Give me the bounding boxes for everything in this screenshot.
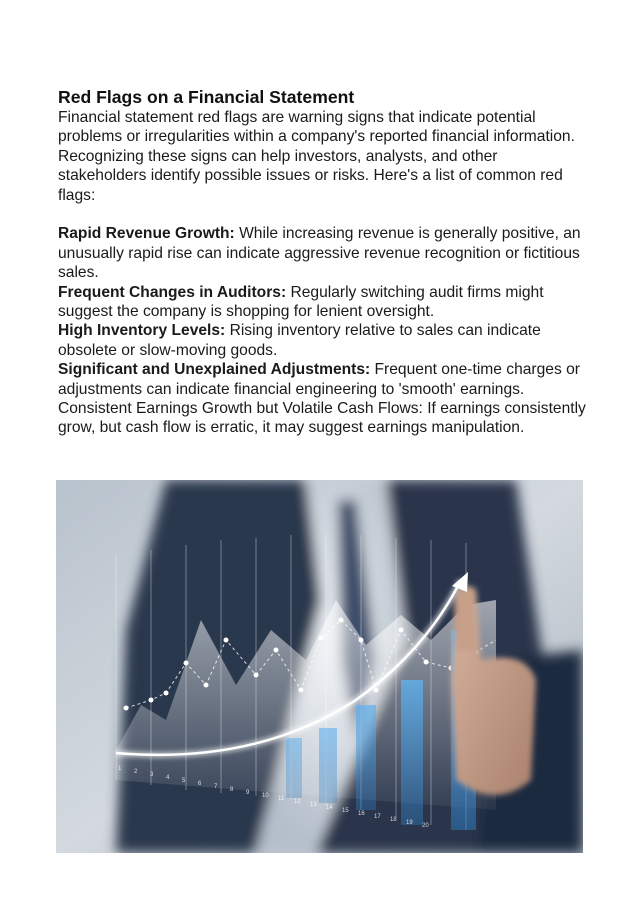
svg-text:8: 8: [230, 787, 234, 793]
svg-text:7: 7: [214, 784, 218, 790]
closing-paragraph: Consistent Earnings Growth but Volatile Cash Flows: If earnings consistently grow, but cash flow is erratic, it may suggest earnings manipulation.: [58, 400, 586, 437]
stock-chart-photo: [56, 480, 583, 853]
svg-text:13: 13: [310, 802, 317, 808]
photo-illustration: [56, 480, 583, 853]
article: [58, 86, 588, 438]
red-flag-item: [58, 321, 588, 360]
svg-text:1: 1: [118, 766, 122, 772]
red-flag-text: While increasing revenue is generally positive, an unusually rapid rise can indicate aggressive revenue recognition or fictitious sales.: [58, 225, 581, 282]
svg-text:16: 16: [358, 811, 365, 817]
red-flag-term: Rapid Revenue Growth:: [58, 225, 235, 243]
red-flag-item: [58, 224, 588, 282]
svg-text:2: 2: [134, 769, 138, 775]
svg-text:5: 5: [182, 778, 186, 784]
red-flag-term: Frequent Changes in Auditors:: [58, 283, 287, 301]
document-title: Red Flags on a Financial Statement: [58, 87, 355, 107]
red-flag-item: [58, 283, 588, 322]
svg-text:11: 11: [278, 796, 285, 802]
svg-text:9: 9: [246, 790, 250, 796]
svg-text:14: 14: [326, 805, 333, 811]
svg-text:19: 19: [406, 820, 413, 826]
svg-text:4: 4: [166, 775, 170, 781]
red-flag-term: Significant and Unexplained Adjustments:: [58, 361, 371, 379]
svg-text:6: 6: [198, 781, 202, 787]
paragraph-gap: [58, 205, 588, 224]
red-flag-text: Frequent one-time charges or adjustments can indicate financial engineering to 'smooth' earnings.: [58, 361, 580, 398]
red-flag-text: Rising inventory relative to sales can indicate obsolete or slow-moving goods.: [58, 322, 541, 359]
red-flag-term: High Inventory Levels:: [58, 322, 226, 340]
svg-text:15: 15: [342, 808, 349, 814]
svg-text:20: 20: [422, 823, 429, 829]
red-flag-item: [58, 360, 588, 399]
svg-text:18: 18: [390, 817, 397, 823]
red-flag-text: Regularly switching audit firms might suggest the company is shopping for lenient oversight.: [58, 283, 544, 321]
svg-text:17: 17: [374, 814, 381, 820]
svg-text:3: 3: [150, 772, 154, 778]
svg-text:12: 12: [294, 799, 301, 805]
intro-paragraph: Financial statement red flags are warning signs that indicate potential problems or irregularities within a company's reported financial information. Recognizing these signs can help investors, analysts, and other stakeholders identify possible issues or risks. Here's a list of common red flags:: [58, 109, 575, 204]
svg-text:10: 10: [262, 793, 269, 799]
